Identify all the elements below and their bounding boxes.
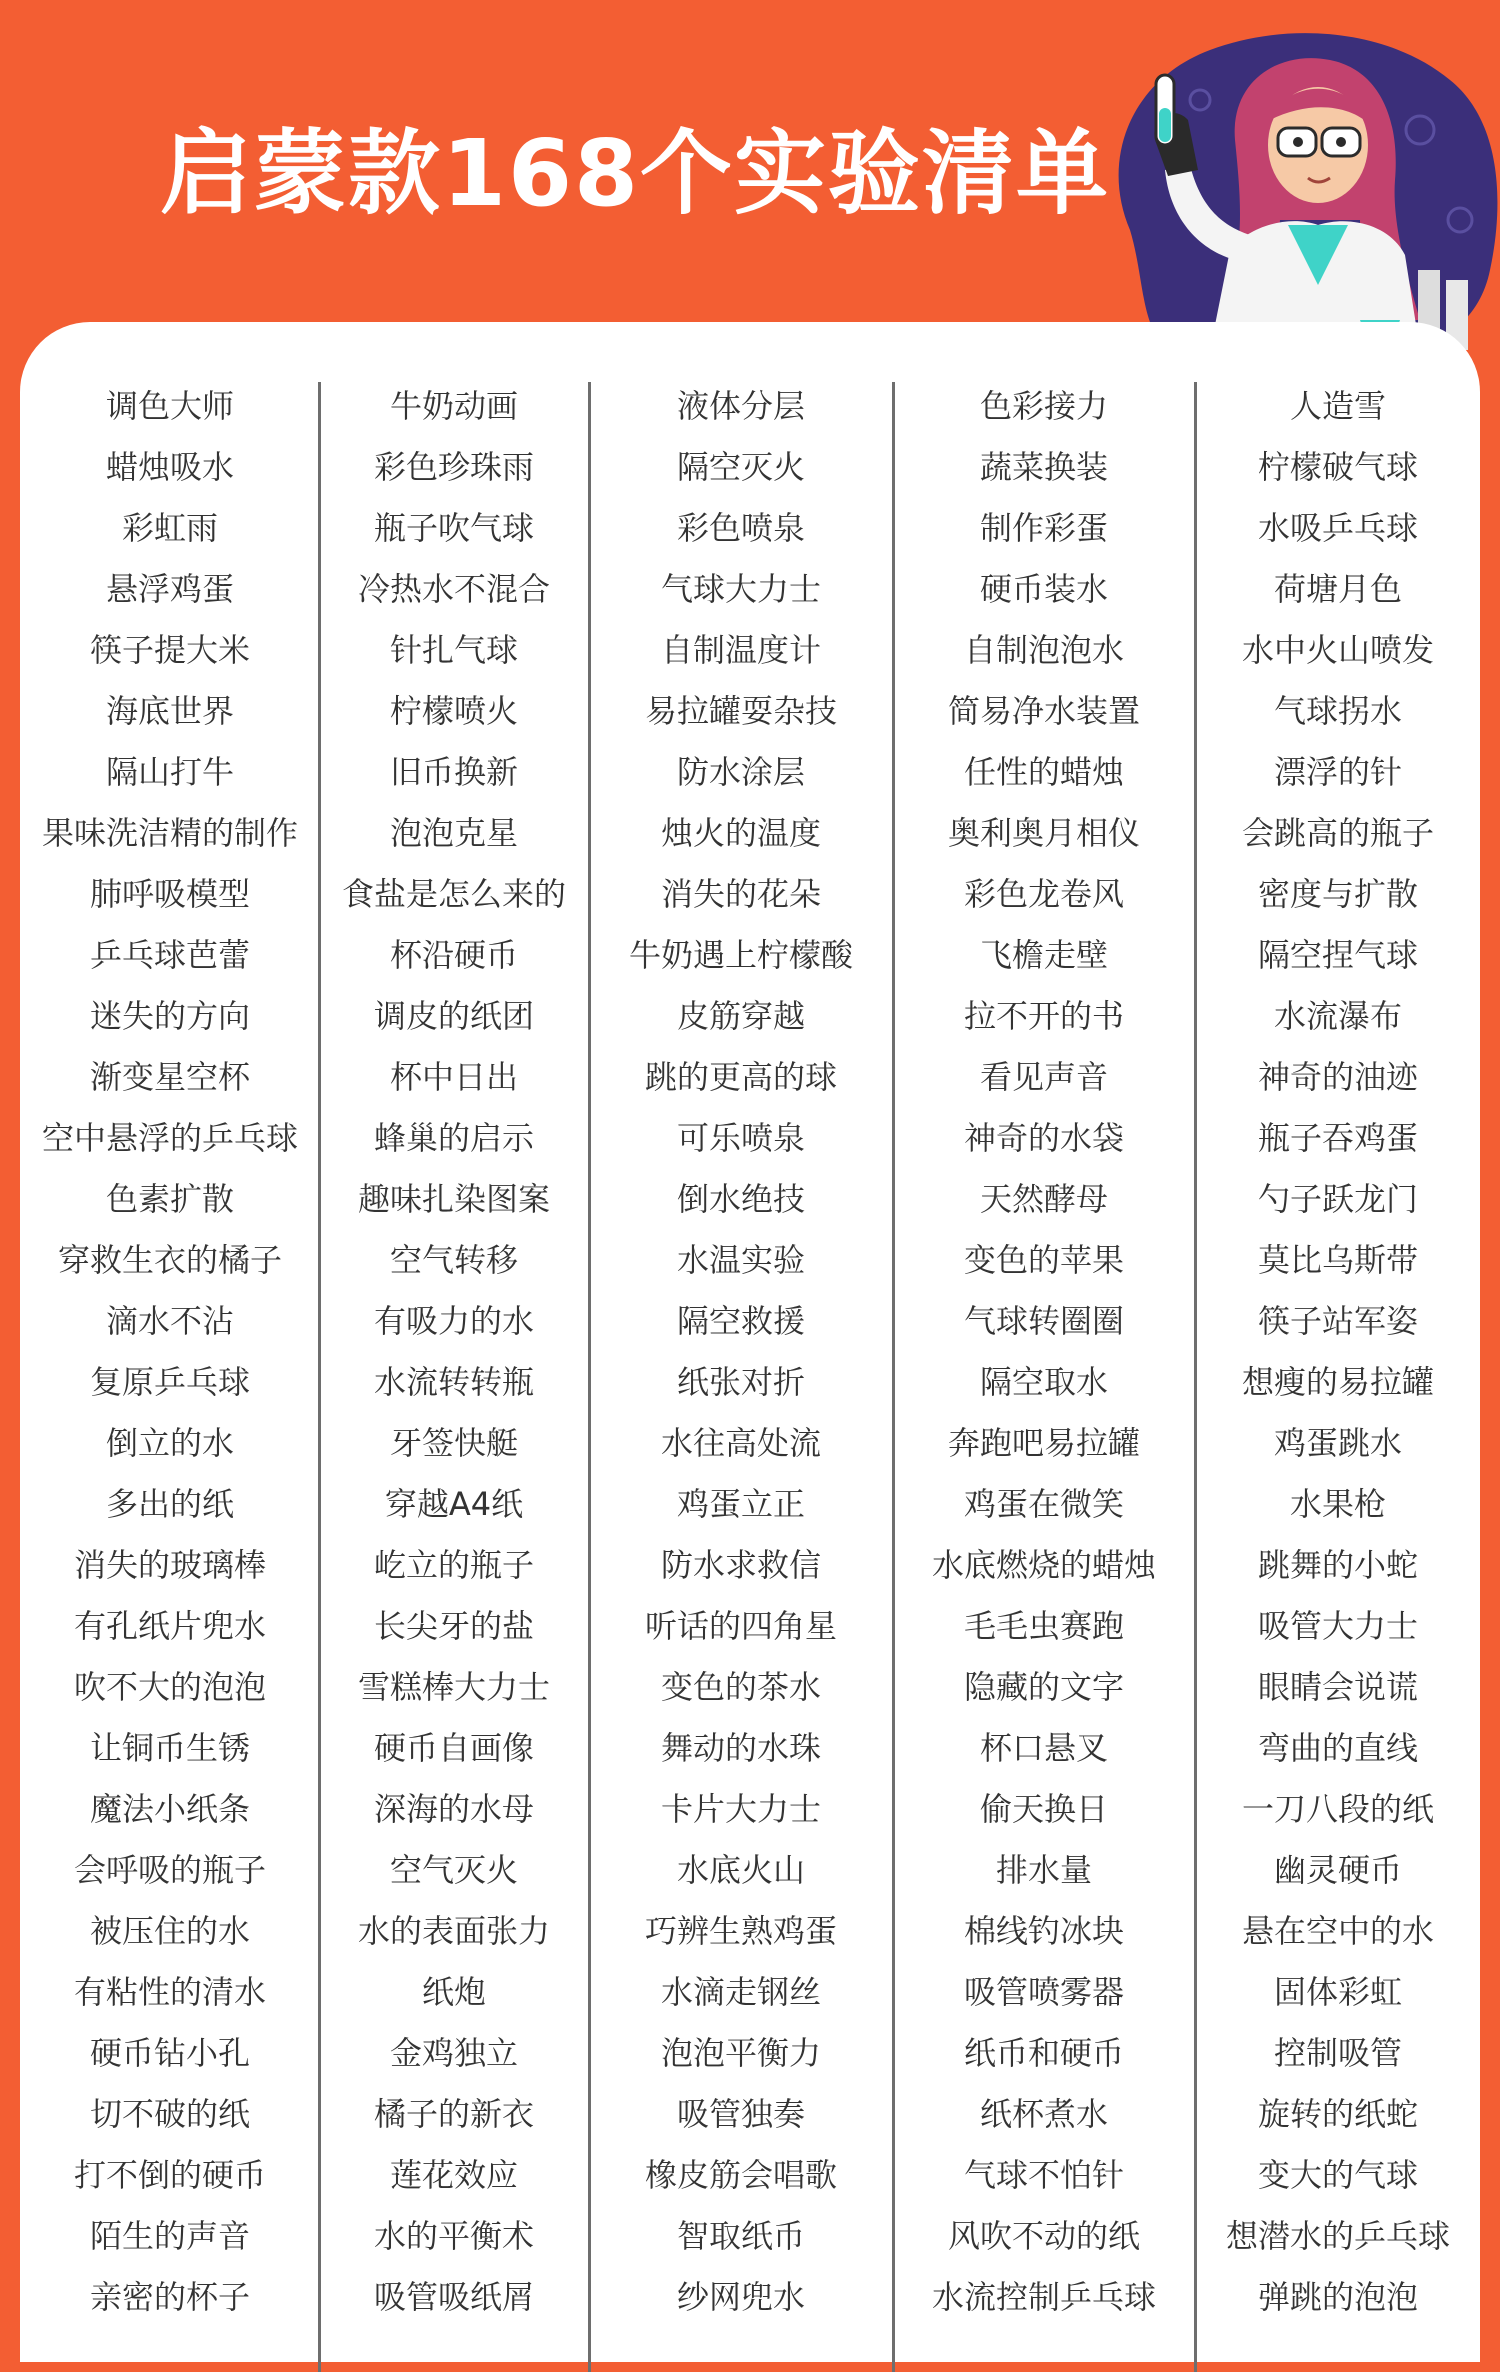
page-title: 启蒙款168个实验清单: [160, 120, 1111, 227]
experiment-item: 可乐喷泉: [676, 1119, 805, 1157]
experiment-list-card: [20, 322, 1480, 2362]
header: [0, 0, 1500, 330]
experiment-item: 屹立的瓶子: [373, 1546, 534, 1584]
experiment-item: 飞檐走壁: [979, 936, 1108, 974]
experiment-item: 泡泡克星: [389, 814, 518, 852]
experiment-item: 杯沿硬币: [389, 936, 518, 974]
experiment-item: 食盐是怎么来的: [341, 875, 566, 913]
experiment-item: 复原乒乓球: [89, 1363, 250, 1401]
experiment-item: 想瘦的易拉罐: [1241, 1363, 1434, 1401]
experiment-item: 变色的茶水: [660, 1668, 821, 1706]
experiment-item: 风吹不动的纸: [947, 2217, 1140, 2255]
experiment-item: 牛奶动画: [389, 387, 518, 425]
experiment-item: 空气转移: [389, 1241, 518, 1279]
experiment-item: 冷热水不混合: [357, 570, 550, 608]
experiment-item: 硬币钻小孔: [89, 2034, 250, 2072]
experiment-item: 隔空捏气球: [1257, 936, 1418, 974]
experiment-item: 皮筋穿越: [676, 997, 805, 1035]
experiment-item: 蜂巢的启示: [373, 1119, 534, 1157]
experiment-item: 防水涂层: [676, 753, 805, 791]
experiment-item: 筷子提大米: [89, 631, 250, 669]
experiment-item: 易拉罐耍杂技: [644, 692, 837, 730]
experiment-item: 水的平衡术: [373, 2217, 534, 2255]
experiment-item: 棉线钓冰块: [963, 1912, 1124, 1950]
experiment-item: 幽灵硬币: [1273, 1851, 1402, 1889]
experiment-item: 牛奶遇上柠檬酸: [628, 936, 853, 974]
experiment-item: 筷子站军姿: [1257, 1302, 1418, 1340]
experiment-item: 吹不大的泡泡: [73, 1668, 266, 1706]
experiment-item: 硬币自画像: [373, 1729, 534, 1767]
experiment-item: 打不倒的硬币: [73, 2156, 266, 2194]
experiment-item: 有吸力的水: [373, 1302, 534, 1340]
experiment-item: 水滴走钢丝: [660, 1973, 821, 2011]
experiment-item: 蔬菜换装: [979, 448, 1108, 486]
experiment-item: 硬币装水: [979, 570, 1108, 608]
experiment-item: 橘子的新衣: [373, 2095, 534, 2133]
experiment-item: 悬在空中的水: [1241, 1912, 1434, 1950]
experiment-item: 舞动的水珠: [660, 1729, 821, 1767]
experiment-item: 陌生的声音: [89, 2217, 250, 2255]
scientist-illustration: [1060, 20, 1500, 350]
experiment-item: 旋转的纸蛇: [1257, 2095, 1418, 2133]
experiment-item: 橡皮筋会唱歌: [644, 2156, 837, 2194]
experiment-item: 液体分层: [676, 387, 805, 425]
experiment-item: 鸡蛋在微笑: [963, 1485, 1124, 1523]
experiment-item: 柠檬破气球: [1257, 448, 1418, 486]
experiment-item: 针扎气球: [389, 631, 518, 669]
experiment-item: 莫比乌斯带: [1257, 1241, 1418, 1279]
experiment-item: 制作彩蛋: [979, 509, 1108, 547]
experiment-item: 乒乓球芭蕾: [89, 936, 250, 974]
experiment-item: 毛毛虫赛跑: [963, 1607, 1124, 1645]
experiment-item: 看见声音: [979, 1058, 1108, 1096]
experiment-item: 柠檬喷火: [389, 692, 518, 730]
experiment-item: 消失的玻璃棒: [73, 1546, 266, 1584]
experiment-item: 水中火山喷发: [1241, 631, 1434, 669]
experiment-item: 纱网兜水: [676, 2278, 805, 2316]
experiment-item: 神奇的油迹: [1257, 1058, 1418, 1096]
experiment-item: 瓶子吞鸡蛋: [1257, 1119, 1418, 1157]
experiment-item: 人造雪: [1289, 387, 1386, 425]
experiment-item: 魔法小纸条: [89, 1790, 250, 1828]
experiment-item: 雪糕棒大力士: [357, 1668, 550, 1706]
experiment-item: 隔空取水: [979, 1363, 1108, 1401]
experiment-item: 气球大力士: [660, 570, 821, 608]
experiment-item: 智取纸币: [676, 2217, 805, 2255]
experiment-item: 隔空救援: [676, 1302, 805, 1340]
experiment-item: 趣味扎染图案: [357, 1180, 550, 1218]
experiment-item: 密度与扩散: [1257, 875, 1418, 913]
experiment-item: 水的表面张力: [357, 1912, 550, 1950]
experiment-item: 杯中日出: [389, 1058, 518, 1096]
experiment-item: 奥利奥月相仪: [947, 814, 1140, 852]
experiment-item: 水吸乒乓球: [1257, 509, 1418, 547]
experiment-item: 气球转圈圈: [963, 1302, 1124, 1340]
experiment-item: 消失的花朵: [660, 875, 821, 913]
experiment-item: 水流转转瓶: [373, 1363, 534, 1401]
experiment-item: 水温实验: [676, 1241, 805, 1279]
experiment-item: 金鸡独立: [389, 2034, 518, 2072]
experiment-item: 悬浮鸡蛋: [105, 570, 234, 608]
experiment-item: 天然酵母: [979, 1180, 1108, 1218]
experiment-item: 跳舞的小蛇: [1257, 1546, 1418, 1584]
experiment-item: 巧辨生熟鸡蛋: [644, 1912, 837, 1950]
experiment-item: 纸杯煮水: [979, 2095, 1108, 2133]
experiment-item: 气球拐水: [1273, 692, 1402, 730]
experiment-item: 莲花效应: [389, 2156, 518, 2194]
experiment-item: 自制泡泡水: [963, 631, 1124, 669]
experiment-item: 隐藏的文字: [963, 1668, 1124, 1706]
experiment-item: 隔空灭火: [676, 448, 805, 486]
experiment-item: 隔山打牛: [105, 753, 234, 791]
experiment-item: 彩虹雨: [121, 509, 218, 547]
experiment-item: 纸张对折: [676, 1363, 805, 1401]
experiment-item: 奔跑吧易拉罐: [947, 1424, 1140, 1462]
experiment-item: 杯口悬叉: [979, 1729, 1108, 1767]
experiment-item: 荷塘月色: [1273, 570, 1402, 608]
experiment-item: 会跳高的瓶子: [1241, 814, 1434, 852]
experiment-item: 彩色珍珠雨: [373, 448, 534, 486]
experiment-item: 牙签快艇: [389, 1424, 518, 1462]
experiment-item: 水流控制乒乓球: [931, 2278, 1156, 2316]
experiment-item: 眼睛会说谎: [1257, 1668, 1418, 1706]
experiment-item: 吸管独奏: [676, 2095, 805, 2133]
experiment-item: 色素扩散: [105, 1180, 234, 1218]
experiment-item: 听话的四角星: [644, 1607, 837, 1645]
experiment-item: 吸管吸纸屑: [373, 2278, 534, 2316]
experiment-item: 肺呼吸模型: [89, 875, 250, 913]
experiment-item: 有孔纸片兜水: [73, 1607, 266, 1645]
experiment-item: 纸炮: [421, 1973, 486, 2011]
experiment-item: 水底火山: [676, 1851, 805, 1889]
experiment-item: 长尖牙的盐: [373, 1607, 534, 1645]
experiment-item: 穿救生衣的橘子: [57, 1241, 282, 1279]
experiment-item: 彩色龙卷风: [963, 875, 1124, 913]
experiment-item: 变色的苹果: [963, 1241, 1124, 1279]
experiment-item: 切不破的纸: [89, 2095, 250, 2133]
experiment-item: 深海的水母: [373, 1790, 534, 1828]
experiment-item: 一刀八段的纸: [1241, 1790, 1434, 1828]
experiment-item: 倒水绝技: [676, 1180, 805, 1218]
experiment-item: 被压住的水: [89, 1912, 250, 1950]
experiment-item: 调色大师: [105, 387, 234, 425]
experiment-item: 自制温度计: [660, 631, 821, 669]
experiment-item: 想潜水的乒乓球: [1225, 2217, 1450, 2255]
experiment-item: 吸管大力士: [1257, 1607, 1418, 1645]
experiment-item: 旧币换新: [389, 753, 518, 791]
experiment-item: 水流瀑布: [1273, 997, 1402, 1035]
experiment-item: 固体彩虹: [1273, 1973, 1402, 2011]
experiment-item: 烛火的温度: [660, 814, 821, 852]
experiment-item: 多出的纸: [105, 1485, 234, 1523]
experiment-item: 瓶子吹气球: [373, 509, 534, 547]
experiment-item: 空气灭火: [389, 1851, 518, 1889]
experiment-item: 简易净水装置: [947, 692, 1140, 730]
experiment-item: 变大的气球: [1257, 2156, 1418, 2194]
experiment-item: 纸币和硬币: [963, 2034, 1124, 2072]
experiment-item: 漂浮的针: [1273, 753, 1402, 791]
experiment-item: 彩色喷泉: [676, 509, 805, 547]
experiment-item: 弯曲的直线: [1257, 1729, 1418, 1767]
experiment-item: 防水求救信: [660, 1546, 821, 1584]
experiment-item: 倒立的水: [105, 1424, 234, 1462]
experiment-item: 有粘性的清水: [73, 1973, 266, 2011]
experiment-item: 排水量: [995, 1851, 1092, 1889]
experiment-item: 果味洗洁精的制作: [41, 814, 298, 852]
experiment-item: 任性的蜡烛: [963, 753, 1124, 791]
experiment-item: 迷失的方向: [89, 997, 250, 1035]
experiment-item: 滴水不沾: [105, 1302, 234, 1340]
experiment-column: [894, 376, 1194, 2328]
experiment-column: [590, 376, 892, 2328]
experiment-item: 水果枪: [1289, 1485, 1386, 1523]
experiment-item: 吸管喷雾器: [963, 1973, 1124, 2011]
experiment-item: 渐变星空杯: [89, 1058, 250, 1096]
experiment-item: 控制吸管: [1273, 2034, 1402, 2072]
experiment-item: 调皮的纸团: [373, 997, 534, 1035]
experiment-grid: [20, 322, 1480, 2362]
experiment-item: 水底燃烧的蜡烛: [931, 1546, 1156, 1584]
experiment-item: 拉不开的书: [963, 997, 1124, 1035]
experiment-column: [320, 376, 588, 2328]
experiment-item: 气球不怕针: [963, 2156, 1124, 2194]
experiment-item: 鸡蛋跳水: [1273, 1424, 1402, 1462]
experiment-item: 勺子跃龙门: [1257, 1180, 1418, 1218]
experiment-item: 会呼吸的瓶子: [73, 1851, 266, 1889]
experiment-item: 蜡烛吸水: [105, 448, 234, 486]
experiment-item: 亲密的杯子: [89, 2278, 250, 2316]
experiment-item: 跳的更高的球: [644, 1058, 837, 1096]
experiment-item: 弹跳的泡泡: [1257, 2278, 1418, 2316]
experiment-item: 泡泡平衡力: [660, 2034, 821, 2072]
experiment-item: 穿越A4纸: [384, 1485, 524, 1523]
experiment-column: [1196, 376, 1480, 2328]
experiment-item: 海底世界: [105, 692, 234, 730]
experiment-item: 色彩接力: [979, 387, 1108, 425]
experiment-item: 神奇的水袋: [963, 1119, 1124, 1157]
experiment-item: 让铜币生锈: [89, 1729, 250, 1767]
experiment-item: 水往高处流: [660, 1424, 821, 1462]
experiment-item: 空中悬浮的乒乓球: [41, 1119, 298, 1157]
experiment-item: 鸡蛋立正: [676, 1485, 805, 1523]
experiment-item: 卡片大力士: [660, 1790, 821, 1828]
experiment-item: 偷天换日: [979, 1790, 1108, 1828]
experiment-column: [20, 376, 320, 2328]
